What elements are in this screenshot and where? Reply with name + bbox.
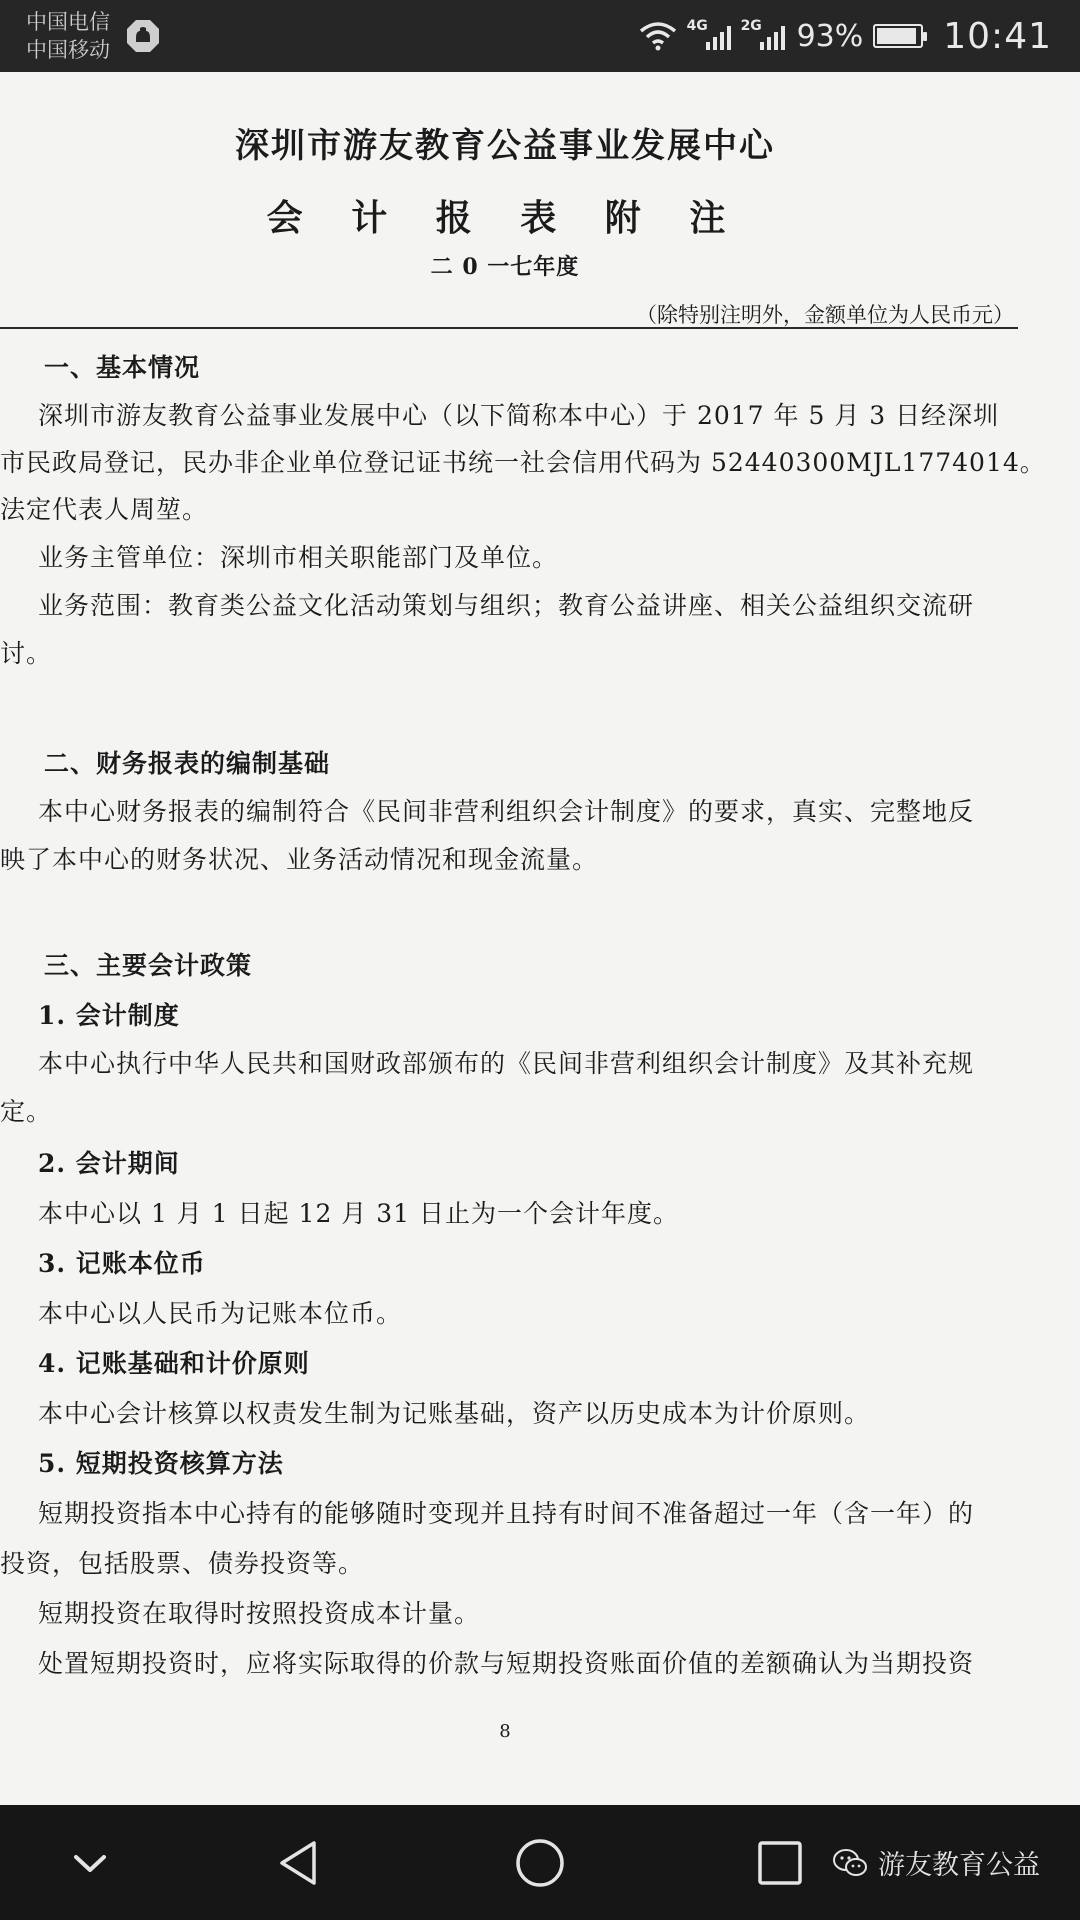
subsection-heading: 2. 会计期间 [38, 1149, 180, 1178]
body-line: 讨。 [0, 639, 53, 668]
body-line: 本中心以人民币为记账本位币。 [38, 1299, 403, 1328]
org-title: 深圳市游友教育公益事业发展中心 [235, 126, 775, 166]
header-rule [0, 327, 1018, 329]
status-bar [0, 0, 1080, 72]
body-line: 投资，包括股票、债券投资等。 [0, 1549, 365, 1578]
body-line: 深圳市游友教育公益事业发展中心（以下简称本中心）于 2017 年 5 月 3 日经深圳 [38, 401, 1000, 430]
report-year: 二 0 一七年度 [430, 254, 580, 280]
back-icon[interactable] [272, 1835, 328, 1891]
report-title: 会 计 报 表 附 注 [266, 197, 744, 239]
carrier-1: 中国电信 [26, 10, 110, 34]
body-line: 本中心会计核算以权责发生制为记账基础，资产以历史成本为计价原则。 [38, 1399, 871, 1428]
carrier-names [26, 8, 110, 64]
battery-icon [873, 24, 923, 48]
recents-icon[interactable] [752, 1835, 808, 1891]
body-line: 市民政局登记，民办非企业单位登记证书统一社会信用代码为 52440300MJL1774014。 [0, 448, 1046, 477]
body-line: 本中心以 1 月 1 日起 12 月 31 日止为一个会计年度。 [38, 1199, 680, 1228]
section-heading: 一、基本情况 [44, 353, 201, 382]
wifi-icon [639, 21, 677, 51]
battery-percent: 93% [796, 18, 864, 54]
body-line: 法定代表人周堃。 [0, 495, 209, 524]
body-line: 短期投资在取得时按照投资成本计量。 [38, 1599, 481, 1628]
signal-2-tag: 2G [740, 18, 762, 34]
body-line: 本中心财务报表的编制符合《民间非营利组织会计制度》的要求，真实、完整地反 [38, 797, 975, 826]
subsection-heading: 5. 短期投资核算方法 [38, 1449, 284, 1478]
page-number: 8 [499, 1721, 511, 1742]
section-heading: 三、主要会计政策 [44, 951, 253, 980]
signal-1-tag: 4G [686, 18, 708, 34]
watermark-text: 游友教育公益 [878, 1850, 1040, 1881]
wechat-watermark [832, 1843, 1040, 1882]
body-line: 映了本中心的财务状况、业务活动情况和现金流量。 [0, 845, 599, 874]
wechat-icon [832, 1848, 868, 1878]
body-line: 短期投资指本中心持有的能够随时变现并且持有时间不准备超过一年（含一年）的 [38, 1499, 975, 1528]
chevron-down-icon[interactable] [62, 1835, 118, 1891]
home-icon[interactable] [512, 1835, 568, 1891]
signal-4g-icon [687, 16, 731, 56]
clock: 10:41 [943, 15, 1052, 57]
body-line: 业务范围：教育类公益文化活动策划与组织；教育公益讲座、相关公益组织交流研 [38, 591, 975, 620]
body-line: 处置短期投资时，应将实际取得的价款与短期投资账面价值的差额确认为当期投资 [38, 1649, 975, 1678]
body-line: 定。 [0, 1097, 53, 1126]
body-line: 业务主管单位：深圳市相关职能部门及单位。 [38, 543, 559, 572]
subsection-heading: 1. 会计制度 [38, 1001, 180, 1030]
navigation-bar [0, 1805, 1080, 1920]
body-line: 本中心执行中华人民共和国财政部颁布的《民间非营利组织会计制度》及其补充规 [38, 1049, 975, 1078]
section-heading: 二、财务报表的编制基础 [44, 749, 331, 778]
document-page[interactable] [0, 72, 1080, 1805]
subsection-heading: 4. 记账基础和计价原则 [38, 1349, 310, 1378]
hd-call-icon [125, 18, 161, 54]
unit-note: （除特别注明外，金额单位为人民币元） [636, 303, 1014, 327]
subsection-heading: 3. 记账本位币 [38, 1249, 206, 1278]
signal-2g-icon [741, 16, 785, 56]
carrier-2: 中国移动 [26, 38, 110, 62]
